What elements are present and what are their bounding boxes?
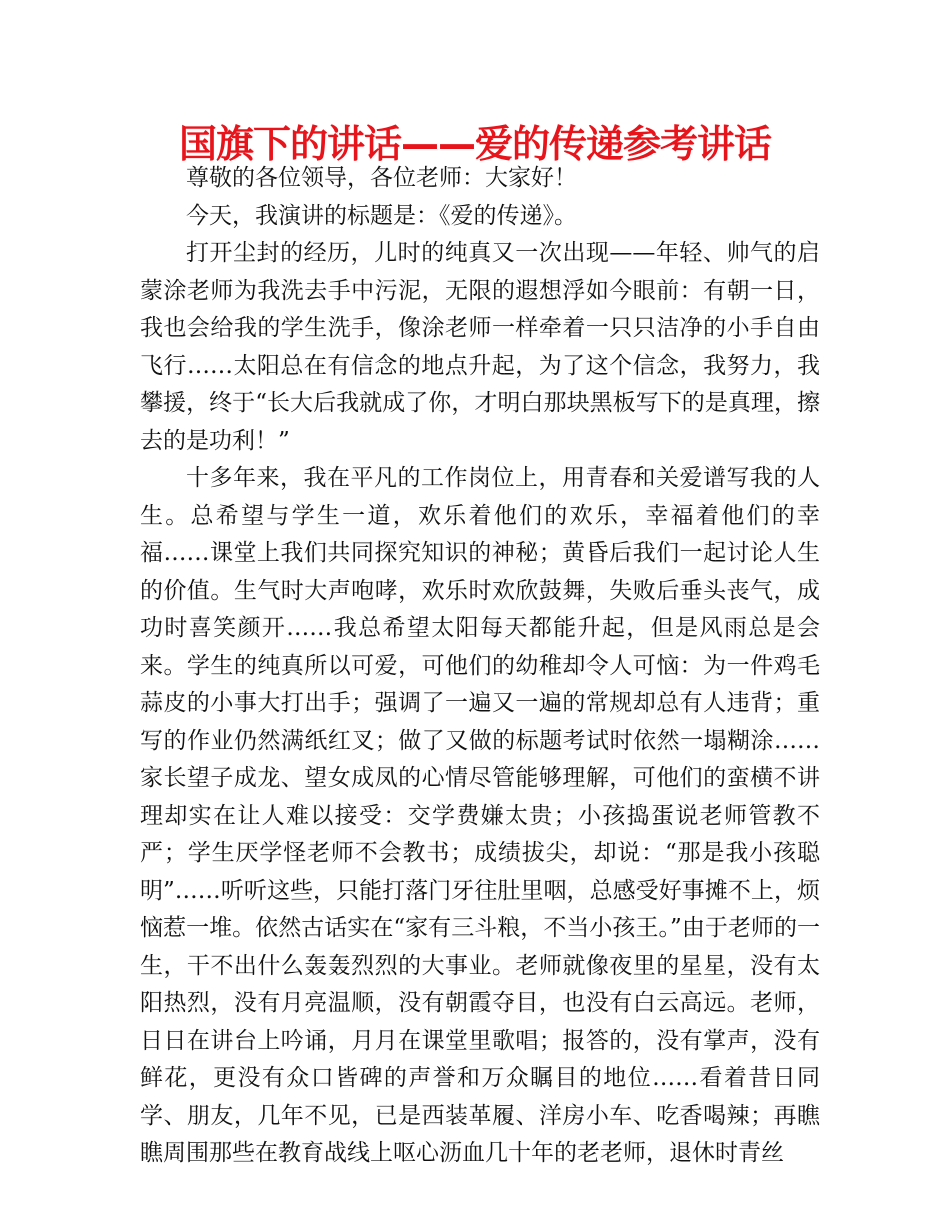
paragraph-career: 十多年来，我在平凡的工作岗位上，用青春和关爱谱写我的人生。总希望与学生一道，欢乐着他们的欢乐，幸福着他们的幸福……课堂上我们共同探究知识的神秘；黄昏后我们一起讨论人生的价值。生气时大声咆哮，欢乐时欢欣鼓舞，失败后垂头丧气，成功时喜笑颜开……我总希望太阳每天都能升起，但是风雨总是会来。学生的纯真所以可爱，可他们的幼稚却令人可恼：为一件鸡毛蒜皮的小事大打出手；强调了一遍又一遍的常规却总有人违背；重写的作业仍然满纸红叉；做了又做的标题考试时依然一塌糊涂……家长望子成龙、望女成凤的心情尽管能够理解，可他们的蛮横不讲理却实在让人难以接受：交学费嫌太贵；小孩捣蛋说老师管教不严；学生厌学怪老师不会教书；成绩拔尖，却说：“那是我小孩聪明”……听听这些，只能打落门牙往肚里咽，总感受好事摊不上，烦恼惹一堆。依然古话实在“家有三斗粮，不当小孩王。”由于老师的一生，干不出什么轰轰烈烈的大事业。老师就像夜里的星星，没有太阳热烈，没有月亮温顺，没有朝霞夺目，也没有白云高远。老师，日日在讲台上吟诵，月月在课堂里歌唱；报答的，没有掌声，没有鲜花，更没有众口皆碑的声誉和万众瞩目的地位……看着昔日同学、朋友，几年不见，已是西装革履、洋房小车、吃香喝辣；再瞧瞧周围那些在教育战线上呕心沥血几十年的老老师，退休时青丝 bbox=[140, 465, 820, 1166]
paragraph-topic: 今天，我演讲的标题是：《爱的传递》。 bbox=[186, 202, 577, 229]
paragraph-greeting: 尊敬的各位领导，各位老师：大家好！ bbox=[186, 165, 577, 191]
paragraph-memory: 打开尘封的经历，儿时的纯真又一次出现——年轻、帅气的启蒙涂老师为我洗去手中污泥，无限的遐想浮如今眼前：有朝一日，我也会给我的学生洗手，像涂老师一样牵着一只只洁净的小手自由飞行……太阳总在有信念的地点升起，为了这个信念，我努力，我攀援，终于“长大后我就成了你，才明白那块黑板写下的是真理，擦去的是功利！” bbox=[140, 240, 820, 454]
document-title: 国旗下的讲话——爱的传递参考讲话 bbox=[178, 122, 771, 166]
document-body bbox=[140, 160, 820, 1173]
